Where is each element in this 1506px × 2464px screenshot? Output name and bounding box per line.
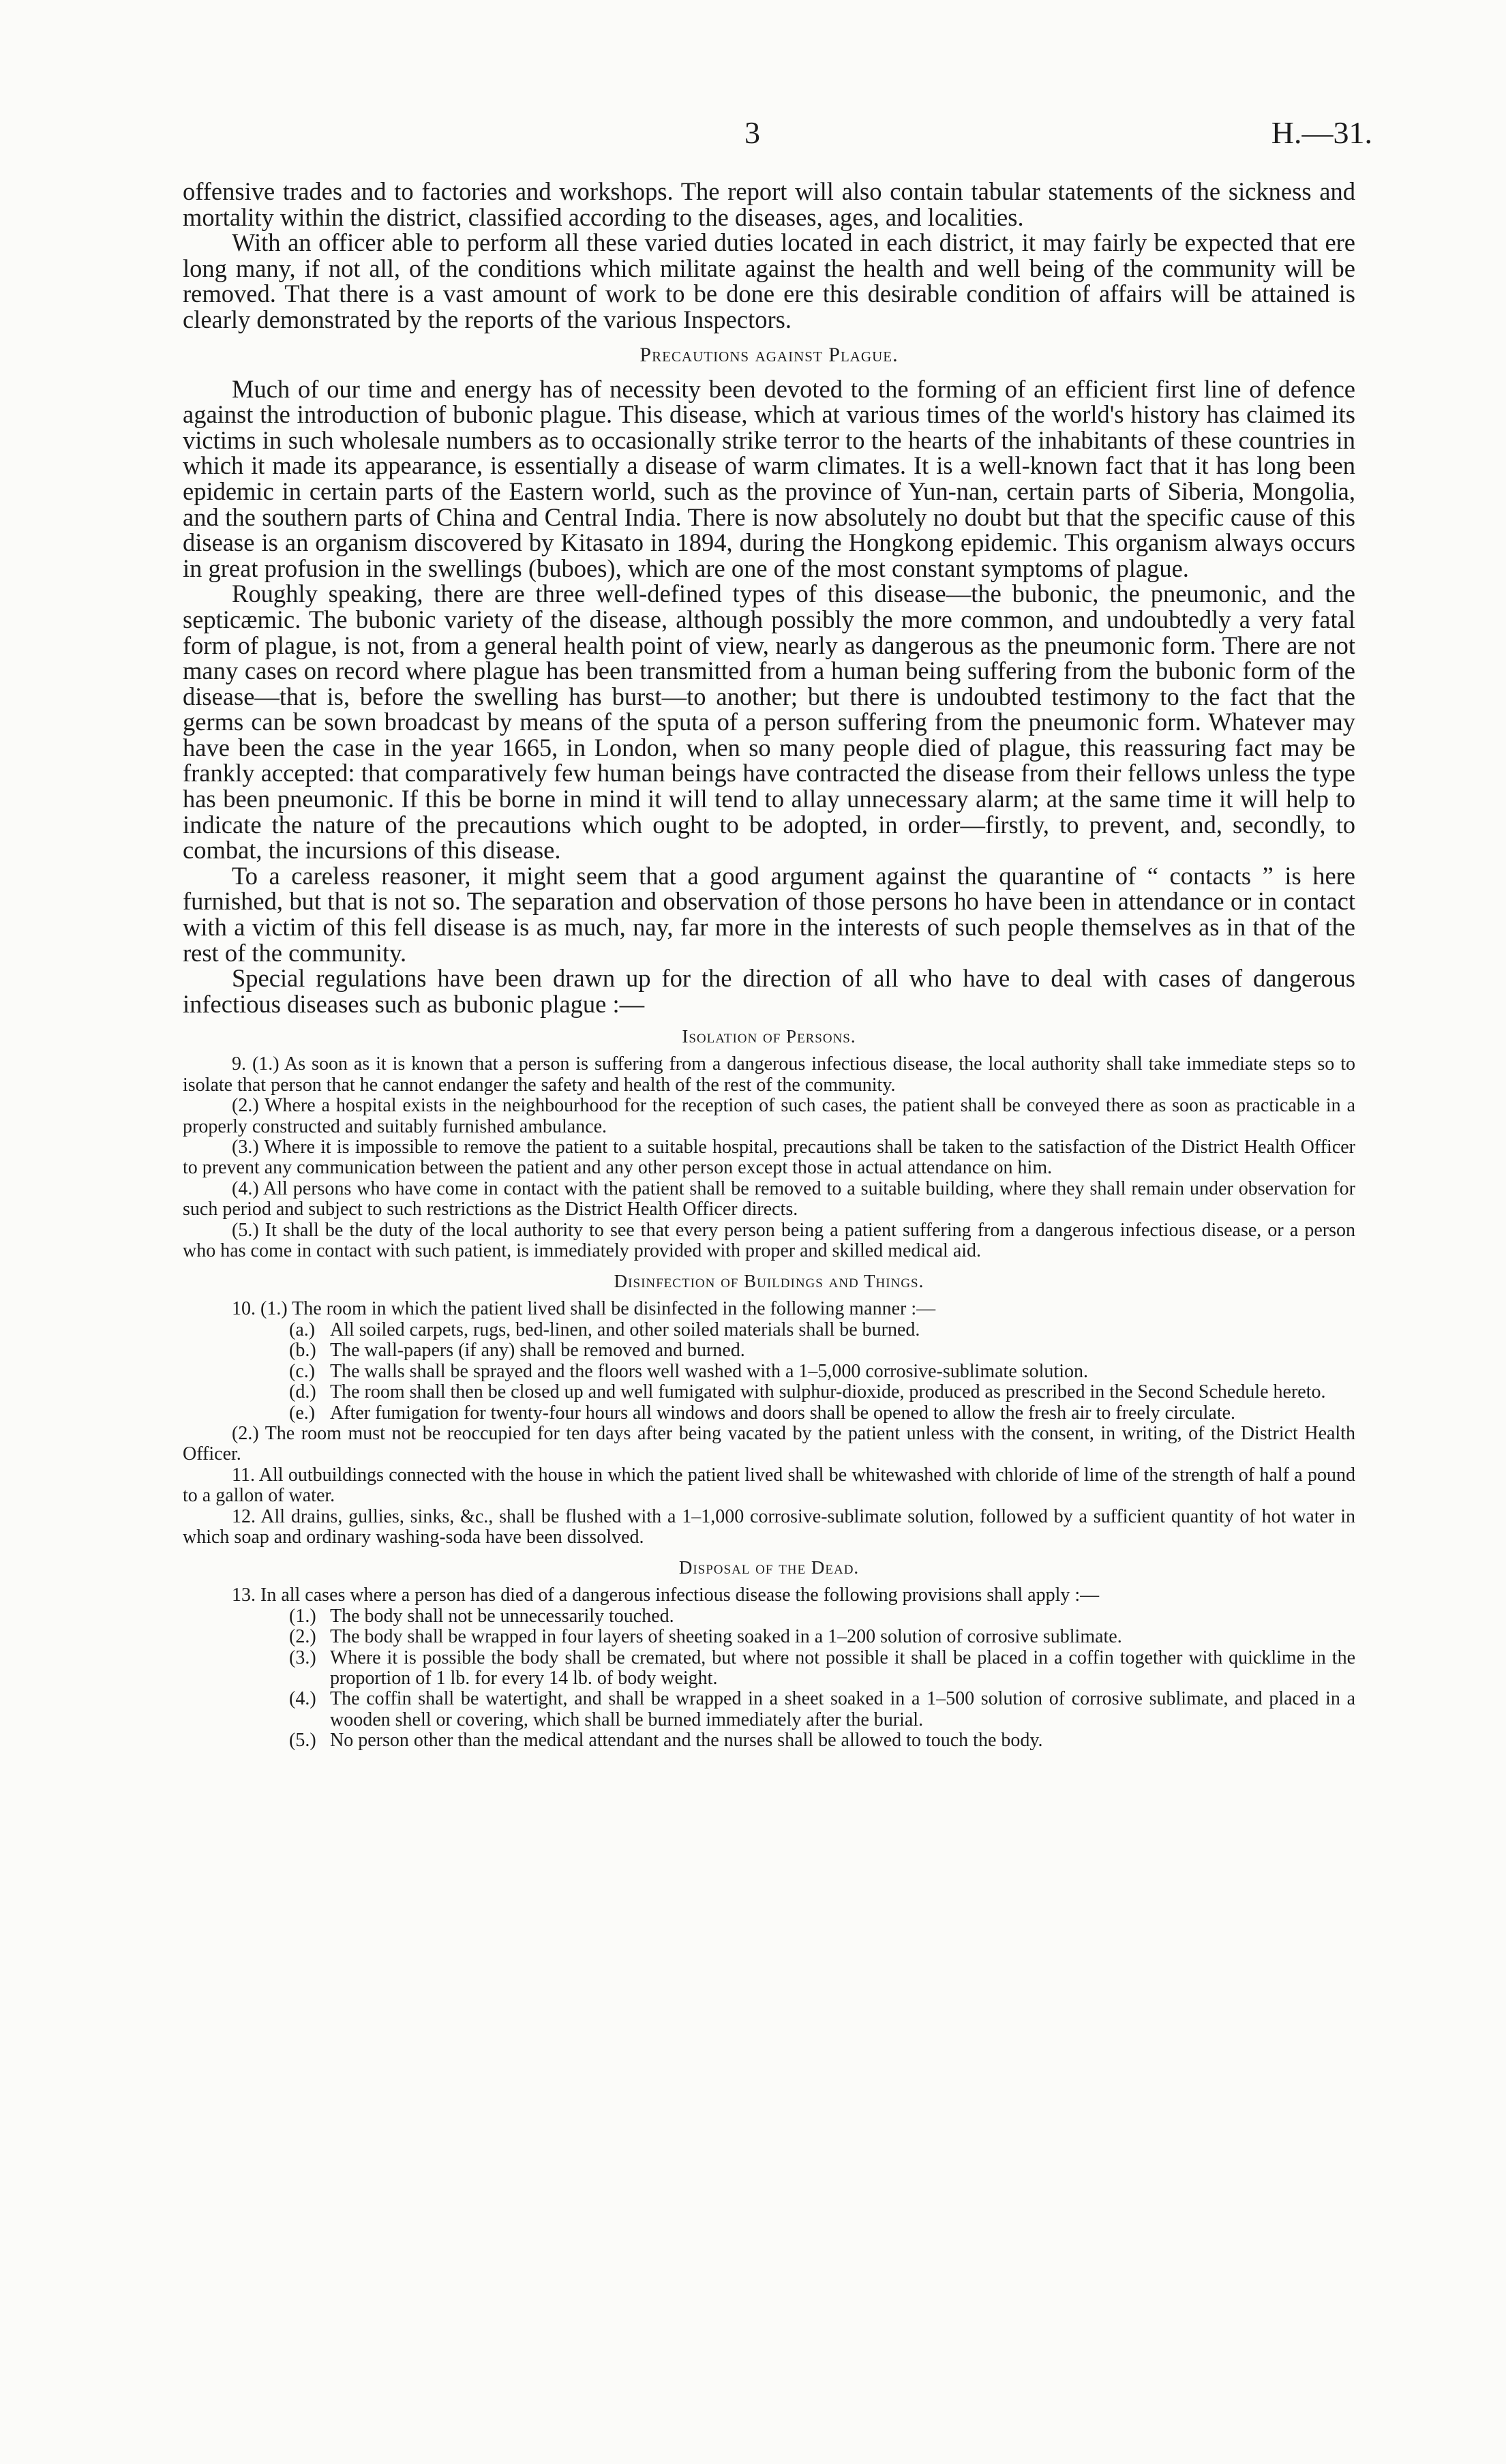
section-heading-isolation: Isolation of Persons. — [682, 1026, 856, 1047]
clause: (2.) The room must not be reoccupied for ten days after being vacated by the patient unless with the consent, in writing, of the District Health Officer. — [183, 1422, 1355, 1465]
list-item: (2.) The body shall be wrapped in four layers of sheeting soaked in a 1–200 solution of corrosive sublimate. — [289, 1626, 1122, 1648]
document-reference: H.—31. — [1271, 115, 1372, 150]
list-item: (5.) No person other than the medical attendant and the nurses shall be allowed to touch the body. — [289, 1730, 1043, 1752]
page-header — [0, 115, 1506, 155]
clause: (2.) Where a hospital exists in the neighbourhood for the reception of such cases, the patient shall be conveyed there as soon as practicable in a properly constructed and suitably furnished ambulance. — [183, 1095, 1355, 1137]
page-number: 3 — [744, 115, 760, 150]
list-item: (e.) After fumigation for twenty-four hours all windows and doors shall be opened to allow the fresh air to freely circulate. — [289, 1402, 1236, 1424]
section-heading-disposal: Disposal of the Dead. — [678, 1557, 860, 1578]
clause: (4.) All persons who have come in contact with the patient shall be removed to a suitable building, where they shall remain under observation for such period and subject to such restrictions as the District Health Officer directs. — [183, 1177, 1355, 1220]
clause: 10. (1.) The room in which the patient lived shall be disinfected in the following manner :— — [232, 1298, 936, 1320]
page-body — [183, 179, 1355, 1752]
list-item: (a.) All soiled carpets, rugs, bed-linen, and other soiled materials shall be burned. — [289, 1319, 920, 1340]
clause: 12. All drains, gullies, sinks, &c., shall be flushed with a 1–1,000 corrosive-sublimate solution, followed by a sufficient quantity of hot water in which soap and ordinary washing-soda have been dissolved. — [183, 1505, 1355, 1548]
list-item: (3.) Where it is possible the body shall be cremated, but where not possible it shall be placed in a coffin together with quicklime in the proportion of 1 lb. for every 14 lb. of body weight. — [289, 1647, 1355, 1689]
list-item: (1.) The body shall not be unnecessarily touched. — [289, 1605, 674, 1627]
paragraph: To a careless reasoner, it might seem that a good argument against the quarantine of “ contacts ” is here furnished, but that is not so. The separation and observation of those persons ho have been in attendance or in contact with a victim of this fell disease is as much, nay, far more in the interests of such people themselves as in that of the rest of the community. — [183, 861, 1355, 967]
list-item: (b.) The wall-papers (if any) shall be removed and burned. — [289, 1340, 745, 1362]
paragraph: Much of our time and energy has of necessity been devoted to the forming of an efficient first line of defence against the introduction of bubonic plague. This disease, which at various times of the world's history has claimed its victims in such wholesale numbers as to occasionally strike terror to the hearts of the inhabitants of these countries in which it made its appearance, is essentially a disease of warm climates. It is a well-known fact that it has long been epidemic in certain parts of the Eastern world, such as the province of Yun-nan, certain parts of Siberia, Mongolia, and the southern parts of China and Central India. There is now absolutely no doubt but that the specific cause of this disease is an organism discovered by Kitasato in 1894, during the Hongkong epidemic. This organism always occurs in great profusion in the swellings (buboes), which are one of the most constant symptoms of plague. — [183, 374, 1355, 582]
section-heading-plague: Precautions against Plague. — [639, 343, 899, 366]
paragraph: Special regulations have been drawn up for the direction of all who have to deal with cases of dangerous infectious diseases such as bubonic plague :— — [183, 964, 1355, 1018]
clause: (3.) Where it is impossible to remove the patient to a suitable hospital, precautions shall be taken to the satisfaction of the District Health Officer to prevent any communication between the patient and any other person except those in actual attendance on him. — [183, 1137, 1355, 1179]
paragraph: Roughly speaking, there are three well-defined types of this disease—the bubonic, the pneumonic, and the septicæmic. The bubonic variety of the disease, although possibly the more common, and undoubtedly a very fatal form of plague, is not, from a general health point of view, nearly as dangerous as the pneumonic form. There are not many cases on record where plague has been transmitted from a human being suffering from the bubonic form of the disease—that is, before the swelling has burst—to another; but there is undoubted testimony to the fact that the germs can be sown broadcast by means of the sputa of a person suffering from the pneumonic form. Whatever may have been the case in the year 1665, in London, when so many people died of plague, this reassuring fact may be frankly accepted: that comparatively few human beings have contracted the disease from their fellows unless the type has been pneumonic. If this be borne in mind it will tend to allay unnecessary alarm; at the same time it will help to indicate the nature of the precautions which ought to be adopted, in order—firstly, to prevent, and, secondly, to combat, the incursions of this disease. — [183, 580, 1355, 865]
list-item: (4.) The coffin shall be watertight, and shall be wrapped in a sheet soaked in a 1–500 solution of corrosive sublimate, and placed in a wooden shell or covering, which shall be burned immediately after the burial. — [289, 1688, 1355, 1730]
paragraph: With an officer able to perform all these varied duties located in each district, it may fairly be expected that ere long many, if not all, of the conditions which militate against the health and well being of the community will be removed. That there is a vast amount of work to be done ere this desirable condition of affairs will be attained is clearly demonstrated by the reports of the various Inspectors. — [183, 228, 1355, 333]
clause: 9. (1.) As soon as it is known that a person is suffering from a dangerous infectious disease, the local authority shall take immediate steps so to isolate that person that he cannot endanger the safety and health of the rest of the community. — [183, 1053, 1355, 1096]
section-heading-disinfection: Disinfection of Buildings and Things. — [614, 1271, 924, 1292]
clause: (5.) It shall be the duty of the local authority to see that every person being a patient suffering from a dangerous infectious disease, or a person who has come in contact with such patient, is immediately provided with proper and skilled medical aid. — [183, 1219, 1355, 1262]
clause: 11. All outbuildings connected with the house in which the patient lived shall be whitewashed with chloride of lime of the strength of half a pound to a gallon of water. — [183, 1464, 1355, 1507]
list-item: (d.) The room shall then be closed up and well fumigated with sulphur-dioxide, produced as prescribed in the Second Schedule hereto. — [289, 1381, 1326, 1403]
list-item: (c.) The walls shall be sprayed and the floors well washed with a 1–5,000 corrosive-sublimate solution. — [289, 1360, 1088, 1382]
clause: 13. In all cases where a person has died of a dangerous infectious disease the following provisions shall apply :— — [232, 1584, 1100, 1606]
paragraph: offensive trades and to factories and workshops. The report will also contain tabular statements of the sickness and mortality within the district, classified according to the diseases, ages, and localities. — [183, 177, 1355, 231]
